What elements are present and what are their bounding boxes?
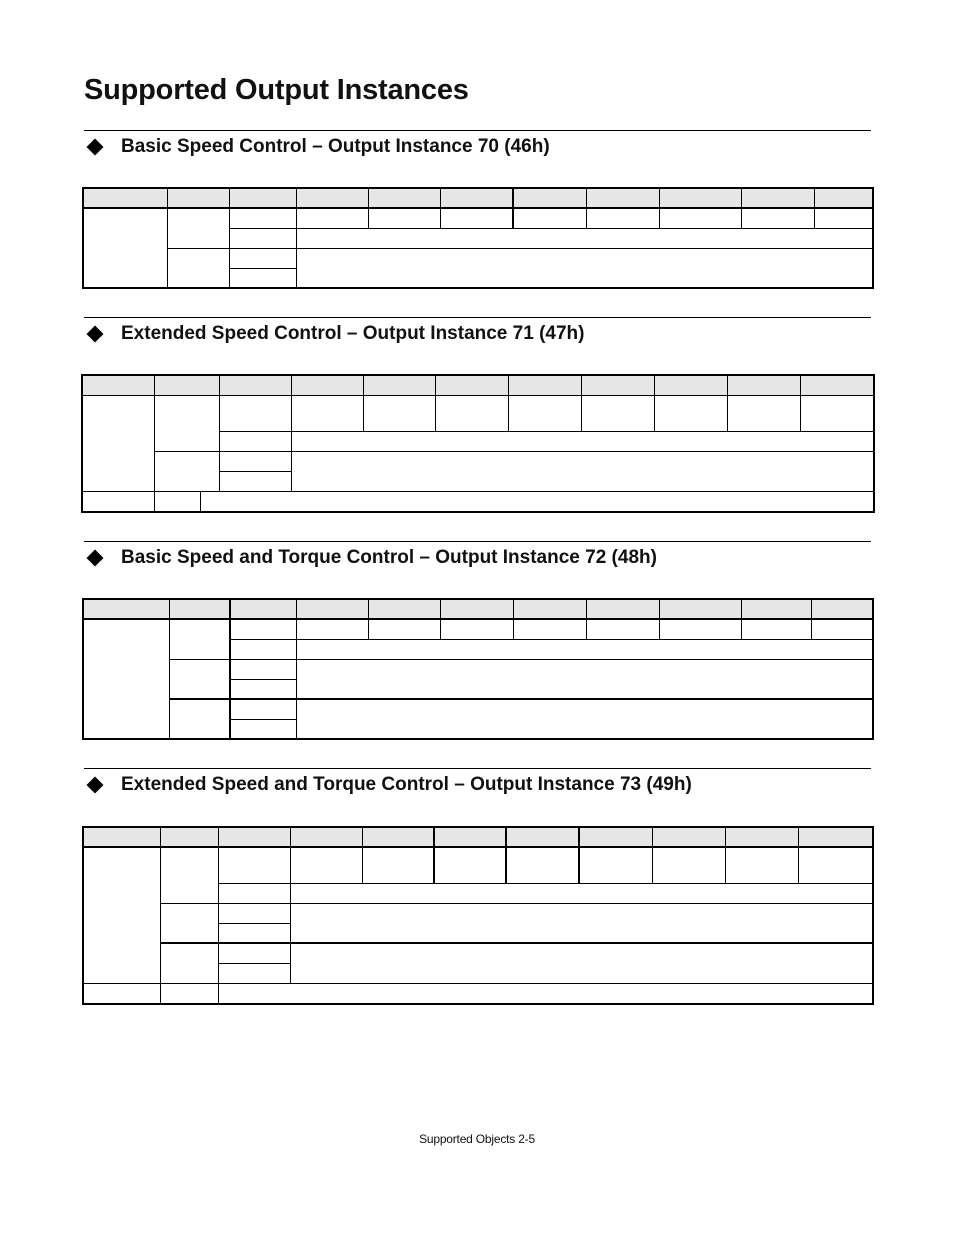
table-row [83, 248, 873, 268]
table-row [82, 451, 874, 471]
table-row [83, 659, 873, 679]
page-footer: Supported Objects 2-5 [419, 1132, 535, 1146]
section-title: Extended Speed and Torque Control – Output Instance 73 (49h) [121, 774, 692, 795]
page-title: Supported Output Instances [84, 74, 469, 106]
bullet-diamond-icon [87, 550, 104, 567]
table-row [83, 619, 873, 639]
header-row [83, 599, 873, 619]
section-title: Extended Speed Control – Output Instance 71 (47h) [121, 323, 585, 344]
instance-70-table [82, 187, 874, 289]
section-title: Basic Speed and Torque Control – Output Instance 72 (48h) [121, 547, 657, 568]
table-row [82, 395, 874, 431]
table-row [83, 983, 873, 1004]
bullet-diamond-icon [87, 777, 104, 794]
instance-73-table [82, 826, 874, 1005]
table-row [83, 943, 873, 963]
section-header [84, 768, 871, 796]
bullet-diamond-icon [87, 139, 104, 156]
section-header [84, 317, 871, 345]
section-title: Basic Speed Control – Output Instance 70 (46h) [121, 136, 550, 157]
table-row [83, 903, 873, 923]
header-row [83, 188, 873, 208]
instance-71-table [81, 374, 875, 513]
section-header [84, 130, 871, 158]
section-header [84, 541, 871, 569]
table-row [82, 491, 874, 512]
bullet-diamond-icon [87, 326, 104, 343]
table-row [83, 847, 873, 883]
table-row [83, 208, 873, 228]
instance-72-table [82, 598, 874, 740]
header-row [82, 375, 874, 395]
header-row [83, 827, 873, 847]
table-row [83, 699, 873, 719]
